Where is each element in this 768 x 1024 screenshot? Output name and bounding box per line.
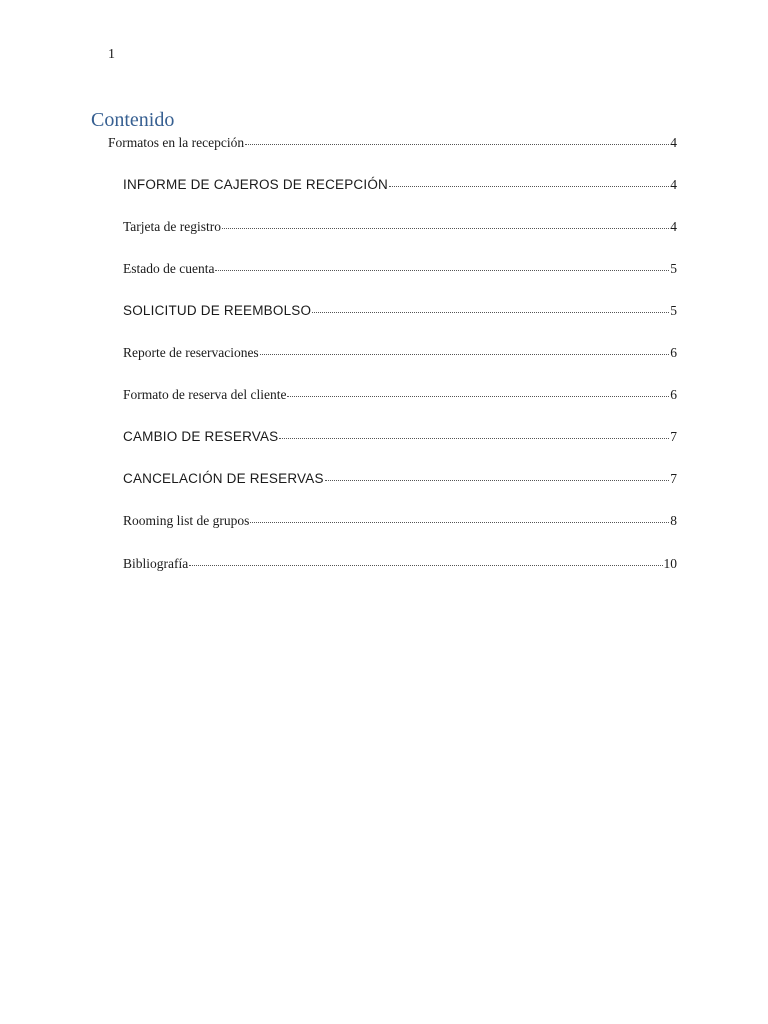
toc-entry-title: SOLICITUD DE REEMBOLSO [123, 303, 312, 318]
toc-entry[interactable] [123, 512, 677, 530]
toc-entry-page: 6 [670, 387, 677, 402]
toc-entry-page: 6 [670, 345, 677, 360]
toc-entry[interactable] [123, 344, 677, 362]
toc-entry-page: 5 [670, 303, 677, 318]
dot-leader [279, 437, 669, 439]
toc-entry-title: Formato de reserva del cliente [123, 387, 287, 402]
dot-leader [215, 269, 669, 271]
dot-leader [312, 311, 669, 313]
toc-entry-title: Estado de cuenta [123, 261, 215, 276]
dot-leader [222, 227, 669, 229]
toc-entry-title: CAMBIO DE RESERVAS [123, 429, 279, 444]
page-number: 1 [108, 47, 115, 62]
toc-entry-page: 7 [670, 429, 677, 444]
dot-leader [287, 395, 669, 397]
toc-entry-title: INFORME DE CAJEROS DE RECEPCIÓN [123, 177, 388, 192]
toc-entry[interactable] [123, 302, 677, 320]
dot-leader [250, 521, 669, 523]
toc-entry-page: 4 [670, 219, 677, 234]
toc-entry[interactable] [123, 260, 677, 278]
toc-entry[interactable] [123, 555, 677, 573]
toc-entry[interactable] [123, 428, 677, 446]
toc-entry-title: Formatos en la recepción [108, 135, 245, 150]
toc-entry-page: 4 [670, 135, 677, 150]
dot-leader [260, 353, 670, 355]
toc-entry-title: Reporte de reservaciones [123, 345, 259, 360]
toc-entry-title: Bibliografía [123, 556, 189, 571]
toc-entry[interactable] [123, 176, 677, 194]
toc-entry[interactable] [123, 386, 677, 404]
toc-heading: Contenido [91, 109, 175, 131]
toc-entry-page: 10 [663, 556, 677, 571]
toc-entry-title: Tarjeta de registro [123, 219, 222, 234]
toc-entry-title: Rooming list de grupos [123, 513, 250, 528]
toc-entry[interactable] [123, 470, 677, 488]
toc-entry[interactable] [123, 218, 677, 236]
dot-leader [189, 564, 662, 566]
toc-entry-page: 7 [670, 471, 677, 486]
dot-leader [389, 185, 669, 187]
toc-entry-page: 4 [670, 177, 677, 192]
toc-entry[interactable] [108, 134, 677, 152]
dot-leader [325, 479, 670, 481]
dot-leader [245, 143, 669, 145]
toc-entry-title: CANCELACIÓN DE RESERVAS [123, 471, 324, 486]
toc-entry-page: 8 [670, 513, 677, 528]
toc-entry-page: 5 [670, 261, 677, 276]
